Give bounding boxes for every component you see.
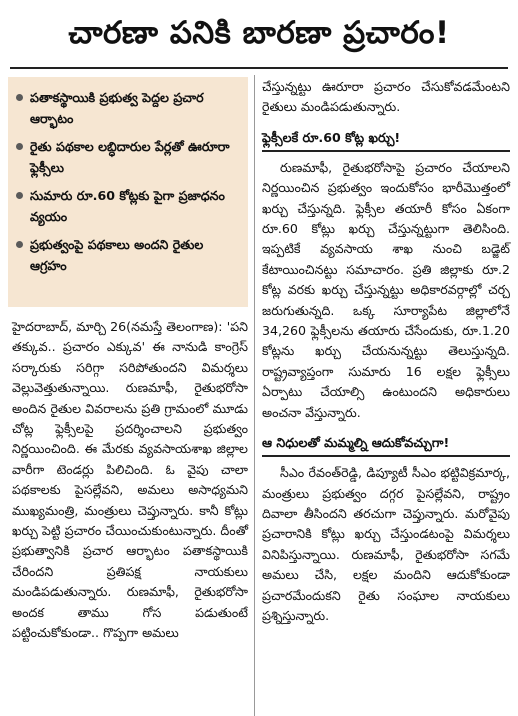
highlights-box — [8, 77, 248, 307]
article-body-left: హైదరాబాద్‌, మార్చి 26(నమస్తే తెలంగాణ): 'పని తక్కువ.. ప్రచారం ఎక్కువ' ఈ నానుడి కాంగ్రెస్‌ సర్కారుకు సరిగ్గా సరిపోతుందని విమర్శలు వెల్లువెత్తుతున్నాయి. రుణమాఫీ, రైతుభరోసా అందిన రైతుల వివరాలను ప్రతి గ్రామంలో మూడు చోట్ల ఫ్లెక్సీలపై ప్రదర్శించాలని ప్రభుత్వం నిర్ణయించింది. ఈ మేరకు వ్యవసాయశాఖ జిల్లాల వారీగా టెండర్లు పిలిచింది. ఓ వైపు చాలా పథకాలకు పైసల్లేవని, అమలు అసాధ్యమని ముఖ్యమంత్రి, మంత్రులు చెప్తున్నారు. కానీ కోట్లు ఖర్చు పెట్టి ప్రచారం చేయించుకుంటున్నారు. దీంతో ప్రభుత్వానికి ప్రచార ఆర్భాటం పతాకస్థాయికి చేరిందని ప్రతిపక్ష నాయకులు మండిపడుతున్నారు. రుణమాఫీ, రైతుభరోసా అందక తాము గోస పడుతుంటే పట్టించుకోకుండా.. గొప్పగా అమలు — [12, 319, 248, 641]
highlight-text: పతాకస్థాయికి ప్రభుత్వ పెద్దల ప్రచార ఆర్భాటం — [30, 90, 204, 126]
highlight-item — [16, 136, 240, 178]
column-divider — [254, 75, 255, 716]
article-continuation: చేస్తున్నట్టు ఊరూరా ప్రచారం చేసుకోవడమేంటని రైతులు మండిపడుతున్నారు. — [262, 79, 510, 115]
article-paragraph: సీఎం రేవంత్‌రెడ్డి, డిప్యూటీ సీఎం భట్టివిక్రమార్క, మంత్రులు ప్రభుత్వం దగ్గర పైసల్లేవని, రాష్ట్రం దివాలా తీసిందని తరచుగా చెప్తున్నారు. మరోవైపు ప్రచారానికి కోట్లు ఖర్చు చేస్తుండటంపై విమర్శలు వినిపిస్తున్నాయి. రుణమాఫీ, రైతుభరోసా సగమే అమలు చేసి, లక్షల మందిని ఆదుకోకుండా ప్రచారమేందుకని రైతు సంఘాల నాయకులు ప్రశ్నిస్తున్నారు. — [262, 465, 510, 623]
highlight-text: సుమారు రూ.60 కోట్లకు పైగా ప్రజాధనం వ్యయం — [30, 188, 225, 224]
bullet-icon — [16, 241, 23, 248]
right-column — [262, 77, 510, 716]
subheading: ఆ నిధులతో మమ్మల్ని ఆదుకోవచ్చుగా! — [262, 433, 510, 457]
article-paragraph: రుణమాఫీ, రైతుభరోసాపై ప్రచారం చేయాలని నిర్ణయించిన ప్రభుత్వం ఇందుకోసం భారీమొత్తంలో ఖర్చు చేస్తున్నది. ఫ్లెక్సీల తయారీ కోసం ఏకంగా రూ.60 కోట్లు ఖర్చు చేస్తున్నట్టుగా తెలిసింది. ఇప్పటికే వ్యవసాయ శాఖ నుంచి బడ్జెట్‌ కేటాయించినట్టు సమాచారం. ప్రతి జిల్లాకు రూ.2 కోట్ల వరకు ఖర్చు చేస్తున్నట్టు అధికారవర్గాల్లో చర్చ జరుగుతున్నది. ఒక్క సూర్యాపేట జిల్లాలోనే 34,260 ఫ్లెక్సీలను తయారు చేసేందుకు, రూ.1.20 కోట్లను ఖర్చు చేయనున్నట్టు తెలుస్తున్నది. రాష్ట్రవ్యాప్తంగా సుమారు 16 లక్షల ఫ్లెక్సీలు ఏర్పాటు చేయాల్సి ఉంటుందని అధికారులు అంచనా వేస్తున్నారు. — [262, 159, 510, 420]
highlight-text: ప్రభుత్వంపై పథకాలు అందని రైతుల ఆగ్రహం — [30, 237, 204, 273]
subheading: ఫ్లెక్సీలకే రూ.60 కోట్ల ఖర్చు! — [262, 128, 510, 152]
left-column — [8, 77, 248, 716]
headline: చారణా పనికి బారణా ప్రచారం! — [68, 14, 450, 51]
bullet-icon — [16, 192, 23, 199]
bullet-icon — [16, 143, 23, 150]
highlight-item — [16, 87, 240, 129]
headline-rule — [10, 67, 508, 69]
highlight-text: రైతు పథకాల లబ్ధిదారుల పేర్లతో ఊరూరా ఫ్లెక్సీలు — [30, 139, 230, 175]
highlight-item — [16, 234, 240, 276]
bullet-icon — [16, 94, 23, 101]
highlight-item — [16, 185, 240, 227]
